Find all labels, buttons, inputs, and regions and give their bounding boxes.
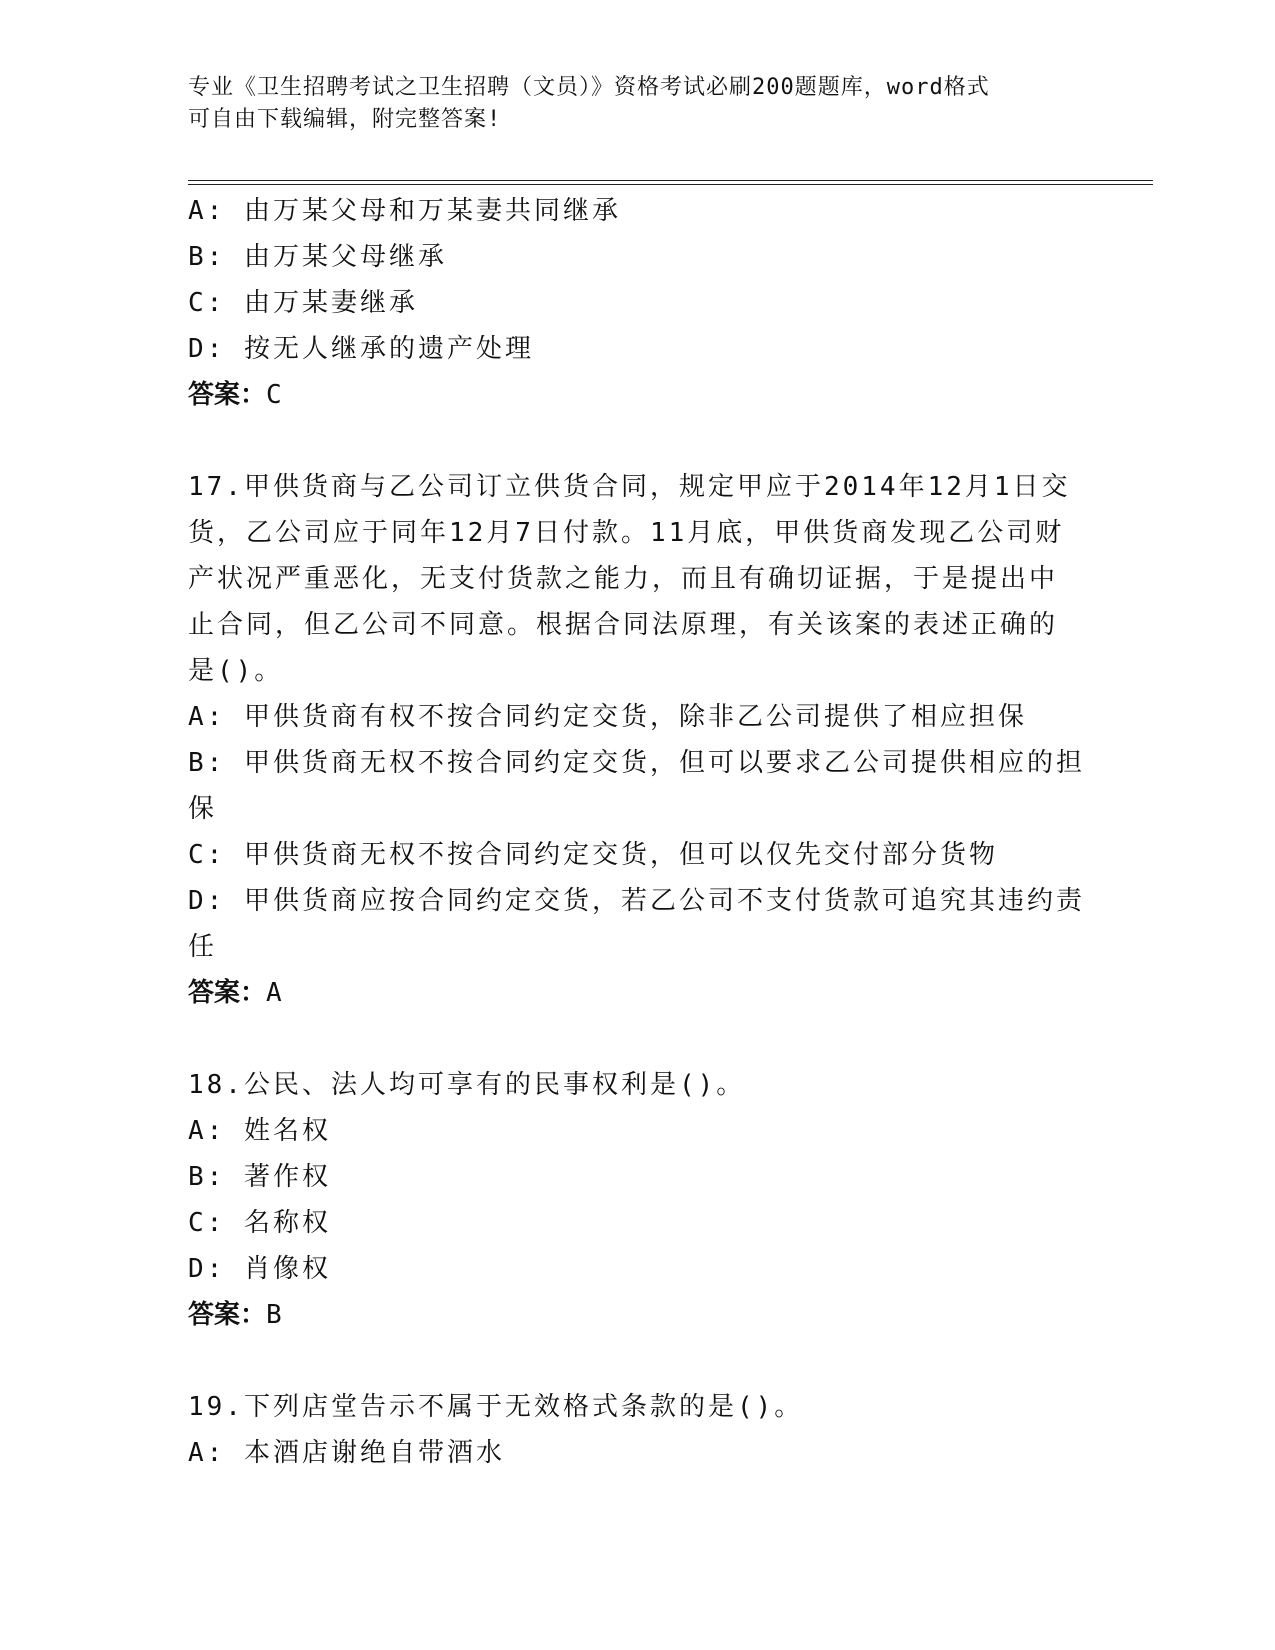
option-d-continued: 任 — [188, 932, 218, 962]
option-b: B: 甲供货商无权不按合同约定交货，但可以要求乙公司提供相应的担 — [188, 748, 1085, 778]
answer-value: C — [266, 380, 282, 410]
question-text-line: 货，乙公司应于同年12月7日付款。11月底，甲供货商发现乙公司财 — [188, 518, 1065, 548]
answer-line — [188, 1292, 1088, 1338]
header-divider-top — [188, 180, 1153, 181]
spacer — [188, 418, 1088, 464]
answer-label: 答案： — [188, 380, 267, 410]
option-a: A: 本酒店谢绝自带酒水 — [188, 1438, 505, 1468]
header-line-1: 专业《卫生招聘考试之卫生招聘（文员）》资格考试必刷200题题库，word格式 — [188, 75, 990, 100]
option-a: A: 甲供货商有权不按合同约定交货，除非乙公司提供了相应担保 — [188, 702, 1027, 732]
answer-label: 答案： — [188, 1300, 267, 1330]
option-c: C: 名称权 — [188, 1208, 331, 1238]
option-a: A: 由万某父母和万某妻共同继承 — [188, 196, 621, 226]
option-b: B: 由万某父母继承 — [188, 242, 447, 272]
spacer — [188, 1338, 1088, 1384]
answer-line — [188, 970, 1088, 1016]
option-b: B: 著作权 — [188, 1162, 331, 1192]
document-body — [188, 188, 1088, 1476]
question-text-line: 是()。 — [188, 656, 284, 686]
question-17 — [188, 464, 1088, 1016]
option-d: D: 肖像权 — [188, 1254, 331, 1284]
option-d: D: 按无人继承的遗产处理 — [188, 334, 534, 364]
question-text-line: 止合同，但乙公司不同意。根据合同法原理，有关该案的表述正确的 — [188, 610, 1059, 640]
question-text: 18.公民、法人均可享有的民事权利是()。 — [188, 1070, 746, 1100]
option-c: C: 由万某妻继承 — [188, 288, 418, 318]
answer-label: 答案： — [188, 978, 267, 1008]
question-19 — [188, 1384, 1088, 1476]
option-a: A: 姓名权 — [188, 1116, 331, 1146]
question-text-line: 产状况严重恶化，无支付货款之能力，而且有确切证据，于是提出中 — [188, 564, 1059, 594]
answer-value: A — [266, 978, 282, 1008]
option-d: D: 甲供货商应按合同约定交货，若乙公司不支付货款可追究其违约责 — [188, 886, 1085, 916]
spacer — [188, 1016, 1088, 1062]
question-text-line: 17.甲供货商与乙公司订立供货合同，规定甲应于2014年12月1日交 — [188, 472, 1071, 502]
header-divider-bottom — [188, 184, 1153, 185]
header-line-2: 可自由下载编辑，附完整答案! — [188, 107, 502, 132]
option-b-continued: 保 — [188, 794, 218, 824]
question-text: 19.下列店堂告示不属于无效格式条款的是()。 — [188, 1392, 804, 1422]
answer-value: B — [266, 1300, 282, 1330]
option-c: C: 甲供货商无权不按合同约定交货，但可以仅先交付部分货物 — [188, 840, 998, 870]
answer-line — [188, 372, 1088, 418]
question-16 — [188, 188, 1088, 418]
document-header — [188, 72, 1088, 136]
question-18 — [188, 1062, 1088, 1338]
